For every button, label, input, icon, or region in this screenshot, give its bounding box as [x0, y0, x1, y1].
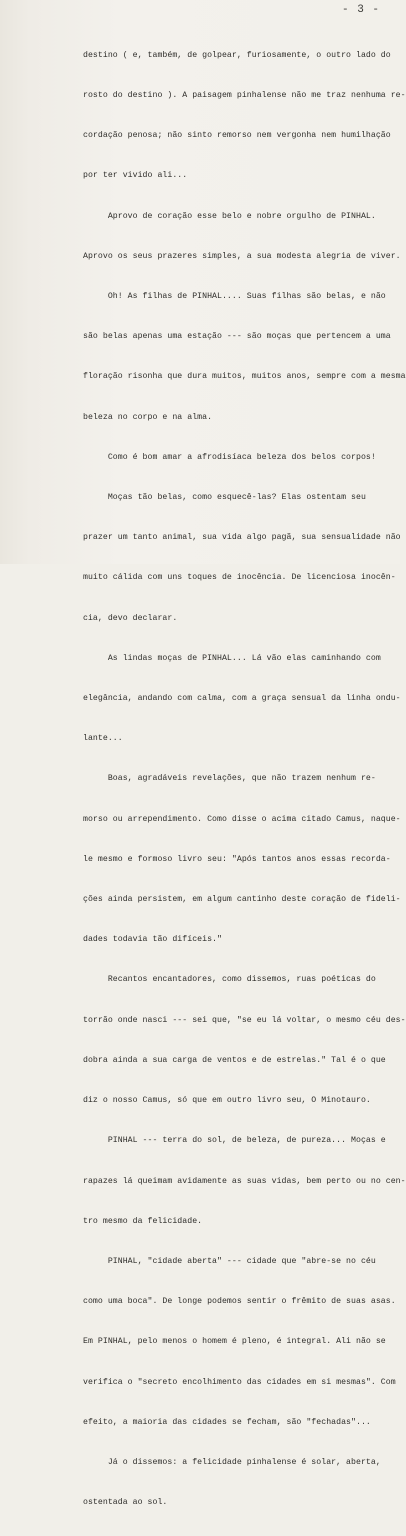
- text-line: cordação penosa; não sinto remorso nem vergonha nem humilhação: [83, 131, 391, 141]
- text-line: elegância, andando com calma, com a graça sensual da linha ondu-: [83, 694, 401, 704]
- text-line: efeito, a maioria das cidades se fecham, são "fechadas"...: [83, 1417, 371, 1427]
- text-line: rosto do destino ). A paisagem pinhalense não me traz nenhuma re-: [83, 91, 406, 101]
- text-line: floração risonha que dura muitos, muitos anos, sempre com a mesma: [83, 372, 406, 382]
- text-line: Como é bom amar a afrodisíaca beleza dos belos corpos!: [83, 452, 376, 462]
- text-line: Em PINHAL, pelo menos o homem é pleno, é integral. Ali não se: [83, 1337, 386, 1347]
- text-line: ções ainda persistem, em algum cantinho deste coração de fideli-: [83, 895, 401, 905]
- text-line: PINHAL, "cidade aberta" --- cidade que "abre-se no céu: [83, 1256, 376, 1266]
- text-line: muito cálida com uns toques de inocência. De licenciosa inocên-: [83, 573, 396, 583]
- page-number: - 3 -: [342, 4, 381, 16]
- text-line: verifica o "secreto encolhimento das cidades em si mesmas". Com: [83, 1377, 396, 1387]
- text-line: cia, devo declarar.: [83, 613, 178, 623]
- text-line: Aprovo os seus prazeres simples, a sua modesta alegria de viver.: [83, 251, 401, 261]
- text-line: dades todavia tão difíceis.": [83, 935, 222, 945]
- text-line: tro mesmo da felicidade.: [83, 1216, 203, 1226]
- text-line: Recantos encantadores, como dissemos, ruas poéticas do: [83, 975, 376, 985]
- text-line: le mesmo e formoso livro seu: "Após tantos anos essas recorda-: [83, 854, 391, 864]
- text-line: destino ( e, também, de golpear, furiosamente, o outro lado do: [83, 50, 391, 60]
- text-line: lante...: [83, 734, 123, 744]
- text-line: Moças tão belas, como esquecê-las? Elas ostentam seu: [83, 493, 366, 503]
- body-text: [83, 22, 406, 1536]
- text-line: Boas, agradáveis revelações, que não trazem nenhum re-: [83, 774, 376, 784]
- text-line: Aprovo de coração esse belo e nobre orgulho de PINHAL.: [83, 211, 376, 221]
- text-line: diz o nosso Camus, só que em outro livro seu, O Minotauro.: [83, 1096, 371, 1106]
- text-line: são belas apenas uma estação --- são moças que pertencem a uma: [83, 332, 391, 342]
- text-line: rapazes lá queimam avidamente as suas vidas, bem perto ou no cen-: [83, 1176, 406, 1186]
- text-line: por ter vivido ali...: [83, 171, 188, 181]
- text-line: prazer um tanto animal, sua vida algo pagã, sua sensualidade não: [83, 533, 401, 543]
- text-line: como uma boca". De longe podemos sentir o frêmito de suas asas.: [83, 1297, 396, 1307]
- text-line: Já o dissemos: a felicidade pinhalense é solar, aberta,: [83, 1457, 381, 1467]
- text-line: torrão onde nasci --- sei que, "se eu lá voltar, o mesmo céu des-: [83, 1015, 406, 1025]
- text-line: dobra ainda a sua carga de ventos e de estrelas." Tal é o que: [83, 1055, 386, 1065]
- text-line: As lindas moças de PINHAL... Lá vão elas caminhando com: [83, 653, 381, 663]
- text-line: morso ou arrependimento. Como disse o acima citado Camus, naque-: [83, 814, 401, 824]
- text-line: Oh! As filhas de PINHAL.... Suas filhas são belas, e não: [83, 292, 386, 302]
- text-line: beleza no corpo e na alma.: [83, 412, 213, 422]
- text-line: PINHAL --- terra do sol, de beleza, de pureza... Moças e: [83, 1136, 386, 1146]
- text-line: ostentada ao sol.: [83, 1498, 168, 1508]
